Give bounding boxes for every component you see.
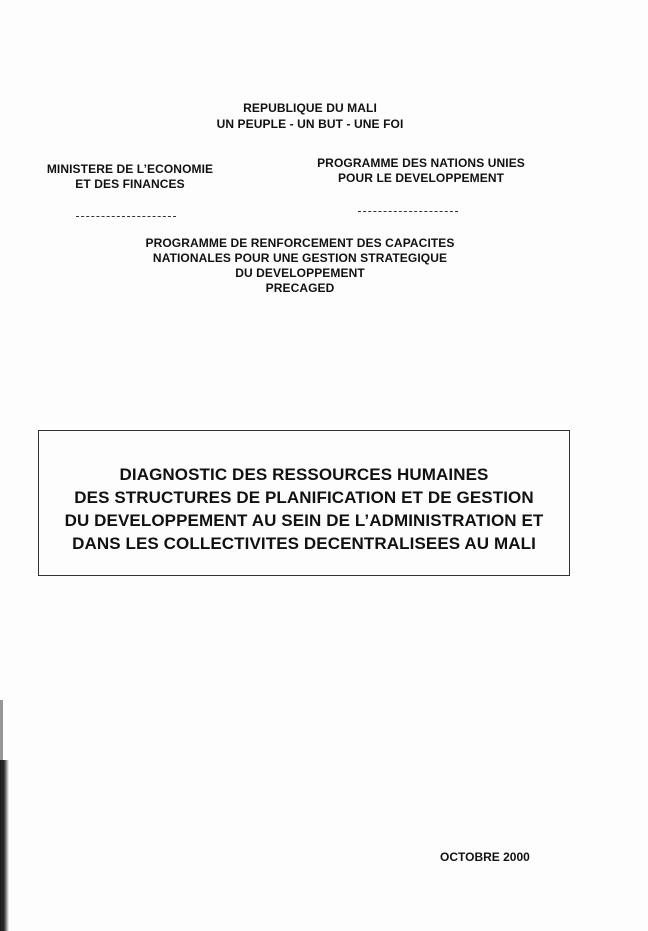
title-line-1: DIAGNOSTIC DES RESSOURCES HUMAINES: [119, 465, 489, 484]
ministry-line-1: MINISTERE DE L’ECONOMIE: [46, 162, 214, 176]
pnud-line-1: PROGRAMME DES NATIONS UNIES: [317, 156, 525, 170]
programme-line-1: PROGRAMME DE RENFORCEMENT DES CAPACITES: [145, 236, 455, 250]
title-line-3: DU DEVELOPPEMENT AU SEIN DE L’ADMINISTRATION ET: [64, 511, 544, 530]
scan-binding-shadow: [0, 760, 9, 931]
republic-header: [0, 100, 620, 132]
programme-block: [80, 236, 520, 296]
title-line-2: DES STRUCTURES DE PLANIFICATION ET DE GESTION: [74, 488, 534, 507]
scan-artifact: [0, 700, 3, 760]
programme-line-3: DU DEVELOPPEMENT: [235, 266, 365, 280]
programme-acronym: PRECAGED: [265, 281, 335, 295]
republic-name: REPUBLIQUE DU MALI: [243, 101, 377, 115]
ministry-header: [30, 162, 230, 192]
ministry-line-2: ET DES FINANCES: [75, 177, 185, 191]
document-title: [39, 463, 569, 555]
pnud-line-2: POUR LE DEVELOPPEMENT: [337, 171, 505, 185]
title-box: [38, 430, 570, 576]
left-divider: [76, 216, 176, 217]
pnud-header: [306, 156, 536, 186]
programme-line-2: NATIONALES POUR UNE GESTION STRATEGIQUE: [152, 251, 448, 265]
title-line-4: DANS LES COLLECTIVITES DECENTRALISEES AU MALI: [72, 534, 536, 553]
document-date: OCTOBRE 2000: [440, 850, 530, 864]
republic-motto: UN PEUPLE - UN BUT - UNE FOI: [216, 117, 404, 131]
right-divider: [358, 211, 458, 212]
